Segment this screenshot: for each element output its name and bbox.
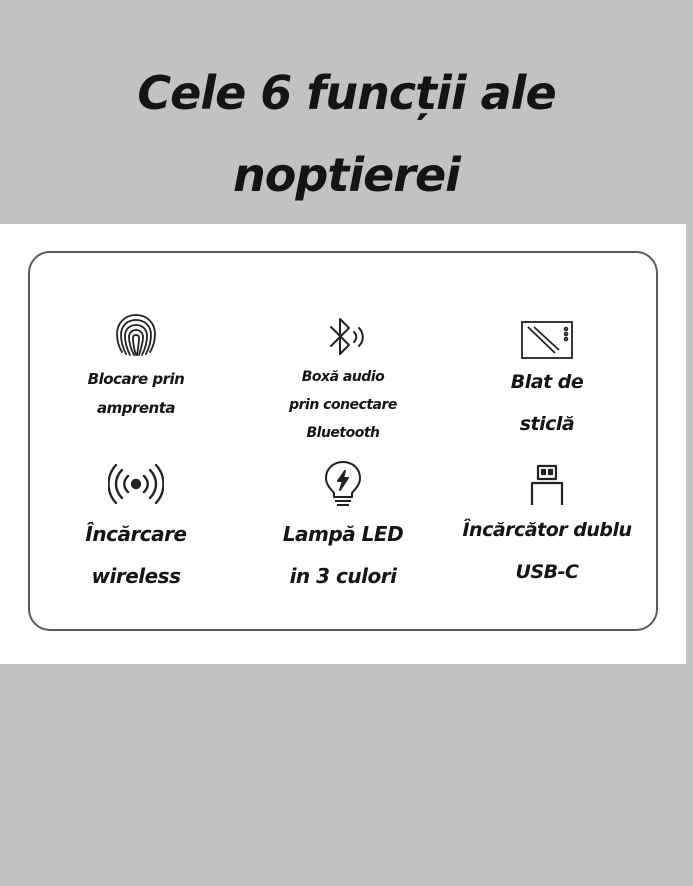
title-line-1: Cele 6 funcții ale	[137, 66, 556, 120]
feature-label: Blocare prin amprenta	[87, 370, 185, 417]
feature-usb-c	[447, 463, 647, 593]
feature-label: Lampă LED in 3 culori	[282, 522, 404, 588]
feature-fingerprint	[36, 311, 236, 423]
feature-label: Încărcare wireless	[85, 522, 187, 588]
bluetooth-icon	[319, 315, 367, 359]
title-line-2: noptierei	[233, 148, 460, 202]
glass-tabletop-icon	[519, 319, 575, 361]
feature-wireless	[36, 463, 236, 597]
led-bulb-icon	[321, 459, 365, 509]
feature-glass-top	[447, 319, 647, 445]
usb-c-plug-icon	[525, 463, 569, 507]
feature-led-lamp	[243, 459, 443, 597]
feature-label: Boxă audio prin conectare Bluetooth	[289, 369, 397, 441]
fingerprint-icon	[112, 311, 160, 359]
features-card	[28, 251, 658, 631]
feature-label: Încărcător dublu USB-C	[462, 519, 632, 583]
page-title	[0, 52, 693, 216]
wireless-charging-icon	[108, 463, 164, 505]
feature-bluetooth	[243, 315, 443, 447]
features-panel	[0, 224, 686, 664]
feature-label: Blat de sticlă	[510, 371, 584, 435]
